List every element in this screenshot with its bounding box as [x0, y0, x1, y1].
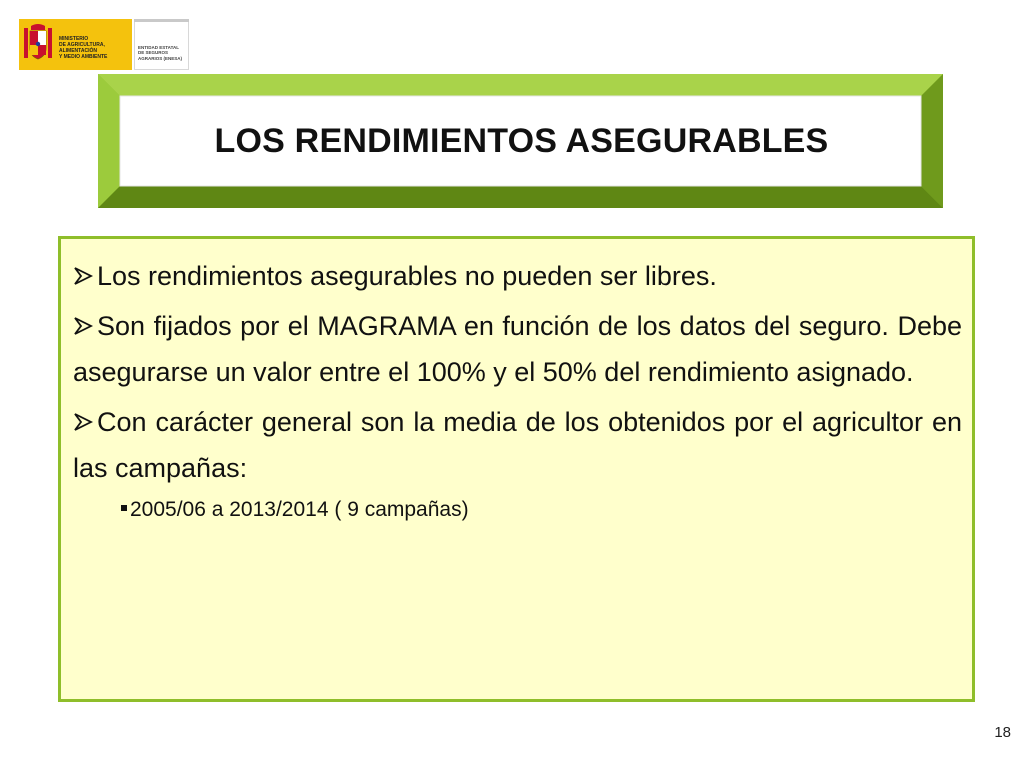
- enesa-logo-text: ENTIDAD ESTATAL DE SEGUROS AGRARIOS (ENESA): [138, 44, 183, 61]
- sub-bullet-text: 2005/06 a 2013/2014 ( 9 campañas): [130, 498, 469, 521]
- page-number: 18: [994, 724, 1011, 741]
- bullet-text: Los rendimientos asegurables no pueden ser libres.: [97, 261, 717, 291]
- square-bullet-icon: [121, 505, 127, 511]
- ministerio-logo: [19, 19, 132, 70]
- bullet-text: Son fijados por el MAGRAMA en función de los datos del seguro. Debe asegurarse un valor entre el 100% y el 50% del rendimiento asignado.: [73, 311, 962, 387]
- enesa-logo-bar: [134, 19, 189, 22]
- content-box: [58, 236, 975, 702]
- arrow-bullet-icon: [73, 265, 95, 287]
- enesa-logo: [134, 19, 189, 70]
- arrow-bullet-icon: [73, 315, 95, 337]
- ministerio-logo-text: MINISTERIO DE AGRICULTURA, ALIMENTACIÓN Y MEDIO AMBIENTE: [59, 36, 108, 60]
- coat-of-arms-icon: [23, 22, 53, 64]
- bullet-item: [73, 253, 962, 299]
- sub-bullet-item: [121, 495, 962, 525]
- bullet-text: Con carácter general son la media de los obtenidos por el agricultor en las campañas:: [73, 407, 962, 483]
- page-title: LOS RENDIMIENTOS ASEGURABLES: [214, 121, 829, 160]
- bullet-item: [73, 399, 962, 491]
- arrow-bullet-icon: [73, 411, 95, 433]
- bullet-item: [73, 303, 962, 395]
